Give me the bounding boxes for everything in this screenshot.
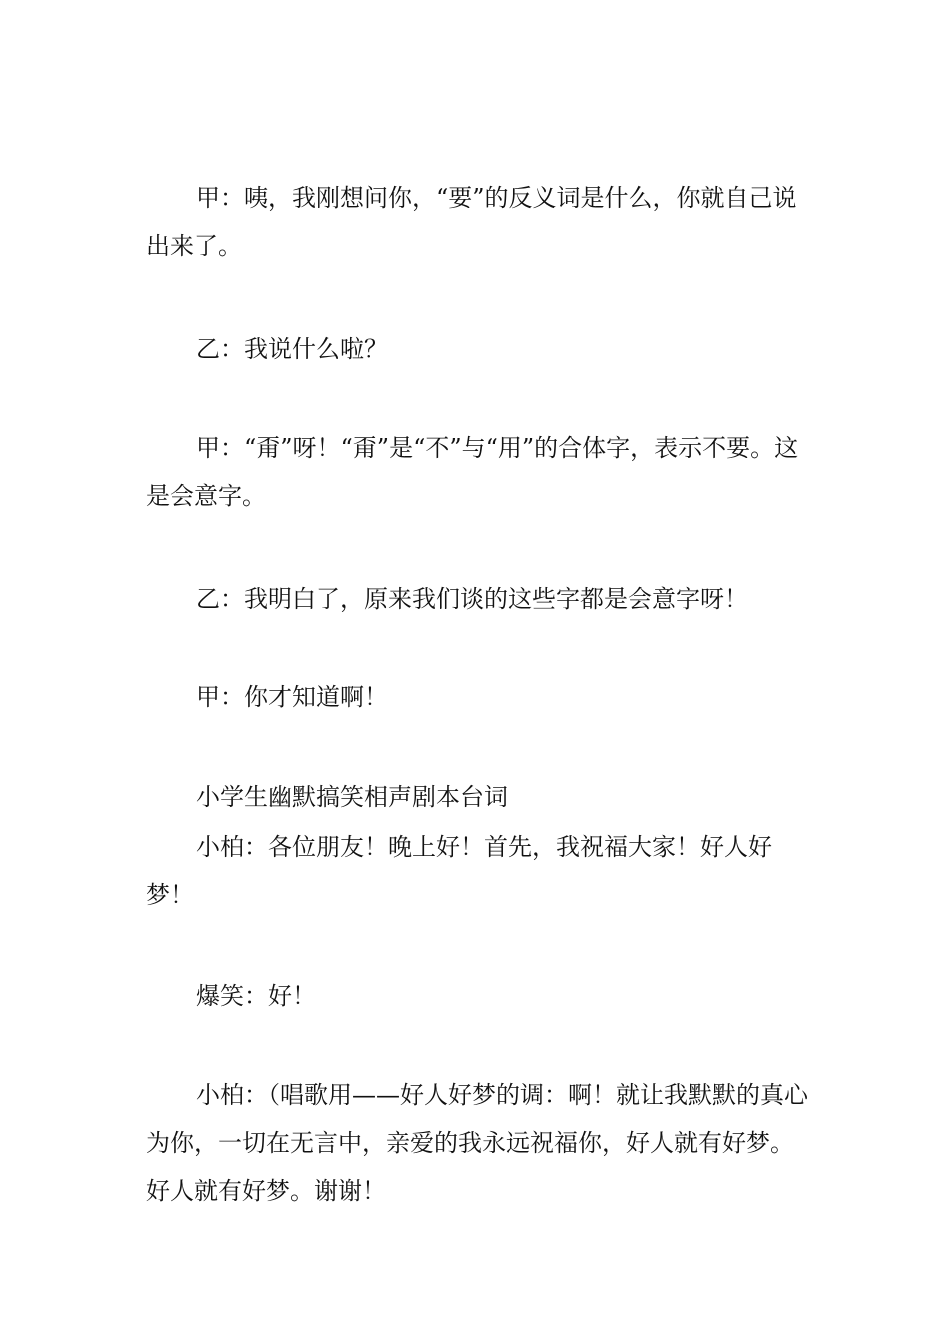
dialogue-paragraph: 爆笑：好！ xyxy=(196,982,316,1010)
dialogue-paragraph: 乙：我说什么啦？ xyxy=(196,335,388,363)
dialogue-paragraph: 甲：“甭”呀！“甭”是“不”与“用”的合体字，表示不要。这是会意字。 xyxy=(146,434,799,510)
dialogue-paragraph: 小柏：（唱歌用——好人好梦的调：啊！就让我默默的真心为你，一切在无言中，亲爱的我永远祝福你，好人就有好梦。好人就有好梦。谢谢！ xyxy=(146,1081,808,1205)
dialogue-paragraph: 小柏：各位朋友！晚上好！首先，我祝福大家！好人好梦！ xyxy=(146,833,772,909)
dialogue-paragraph: 乙：我明白了，原来我们谈的这些字都是会意字呀！ xyxy=(196,585,748,613)
section-title: 小学生幽默搞笑相声剧本台词 xyxy=(196,783,508,811)
dialogue-paragraph: 甲：咦，我刚想问你，“要”的反义词是什么，你就自己说出来了。 xyxy=(146,184,797,260)
dialogue-paragraph: 甲：你才知道啊！ xyxy=(196,683,388,711)
